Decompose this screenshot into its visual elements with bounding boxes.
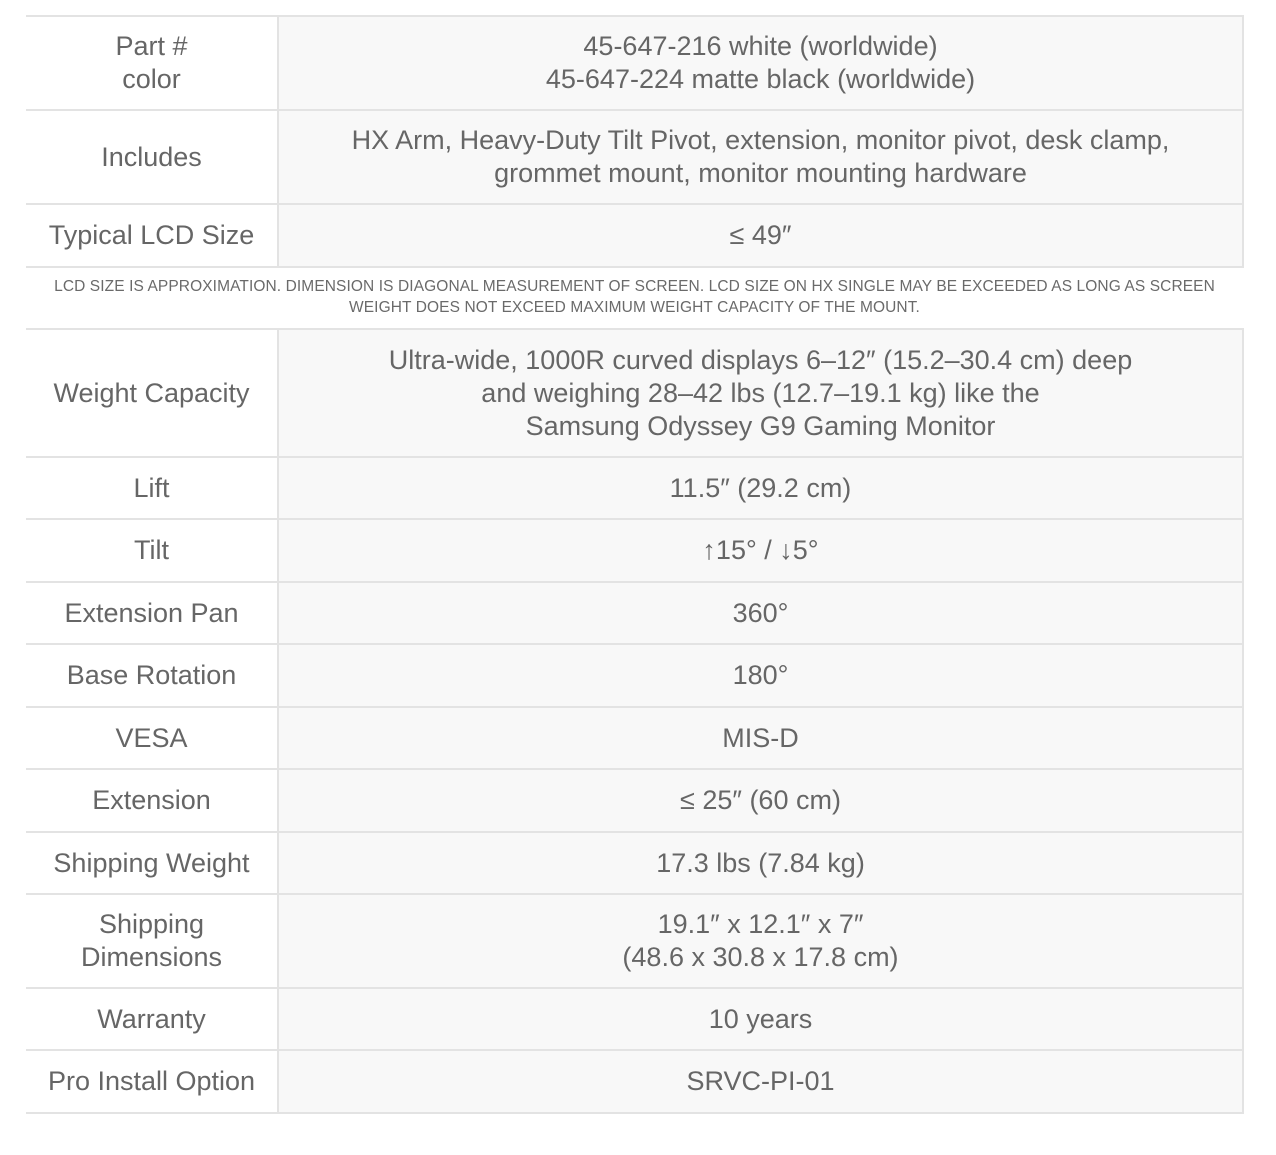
spec-row-base-rotation bbox=[26, 644, 1243, 707]
spec-table-top bbox=[26, 15, 1244, 268]
spec-row-lift bbox=[26, 457, 1243, 519]
spec-value: ≤ 25″ (60 cm) bbox=[278, 769, 1243, 832]
spec-label: Shipping Dimensions bbox=[26, 894, 278, 988]
spec-row-part-color bbox=[26, 16, 1243, 110]
spec-value: 17.3 lbs (7.84 kg) bbox=[278, 832, 1243, 894]
spec-value: MIS-D bbox=[278, 707, 1243, 769]
spec-value: 10 years bbox=[278, 988, 1243, 1050]
spec-row-shipping-dimensions bbox=[26, 894, 1243, 988]
lcd-size-footnote: LCD SIZE IS APPROXIMATION. DIMENSION IS DIAGONAL MEASUREMENT OF SCREEN. LCD SIZE ON HX SINGLE MAY BE EXCEEDED AS LONG AS SCREEN WEIGHT DOES NOT EXCEED MAXIMUM WEIGHT CAPACITY OF THE MOUNT. bbox=[54, 278, 1215, 316]
spec-row-extension-pan bbox=[26, 582, 1243, 644]
spec-value: ↑15° / ↓5° bbox=[278, 519, 1243, 582]
spec-row-includes bbox=[26, 110, 1243, 204]
spec-label: Lift bbox=[26, 457, 278, 519]
spec-label: Weight Capacity bbox=[26, 329, 278, 457]
spec-label: Tilt bbox=[26, 519, 278, 582]
spec-value: 180° bbox=[278, 644, 1243, 707]
spec-label: Extension bbox=[26, 769, 278, 832]
spec-table-bottom bbox=[26, 328, 1244, 1114]
spec-label: Base Rotation bbox=[26, 644, 278, 707]
spec-label: Part # color bbox=[26, 16, 278, 110]
spec-row-pro-install-option bbox=[26, 1050, 1243, 1113]
spec-value: 11.5″ (29.2 cm) bbox=[278, 457, 1243, 519]
spec-label: VESA bbox=[26, 707, 278, 769]
spec-value: 19.1″ x 12.1″ x 7″ (48.6 x 30.8 x 17.8 cm) bbox=[278, 894, 1243, 988]
spec-row-tilt bbox=[26, 519, 1243, 582]
spec-label: Extension Pan bbox=[26, 582, 278, 644]
spec-label: Warranty bbox=[26, 988, 278, 1050]
spec-value: ≤ 49″ bbox=[278, 204, 1243, 267]
spec-label: Typical LCD Size bbox=[26, 204, 278, 267]
spec-row-typical-lcd-size bbox=[26, 204, 1243, 267]
spec-value: Ultra-wide, 1000R curved displays 6–12″ (15.2–30.4 cm) deep and weighing 28–42 lbs (12.7–19.1 kg) like the Samsung Odyssey G9 Gaming Monitor bbox=[278, 329, 1243, 457]
spec-row-warranty bbox=[26, 988, 1243, 1050]
spec-label: Pro Install Option bbox=[26, 1050, 278, 1113]
spec-value: 360° bbox=[278, 582, 1243, 644]
spec-row-vesa bbox=[26, 707, 1243, 769]
spec-value: HX Arm, Heavy-Duty Tilt Pivot, extension, monitor pivot, desk clamp, grommet mount, monitor mounting hardware bbox=[278, 110, 1243, 204]
spec-value: 45-647-216 white (worldwide) 45-647-224 matte black (worldwide) bbox=[278, 16, 1243, 110]
spec-label: Shipping Weight bbox=[26, 832, 278, 894]
spec-row-weight-capacity bbox=[26, 329, 1243, 457]
spec-row-extension bbox=[26, 769, 1243, 832]
spec-row-shipping-weight bbox=[26, 832, 1243, 894]
spec-label: Includes bbox=[26, 110, 278, 204]
spec-value: SRVC-PI-01 bbox=[278, 1050, 1243, 1113]
